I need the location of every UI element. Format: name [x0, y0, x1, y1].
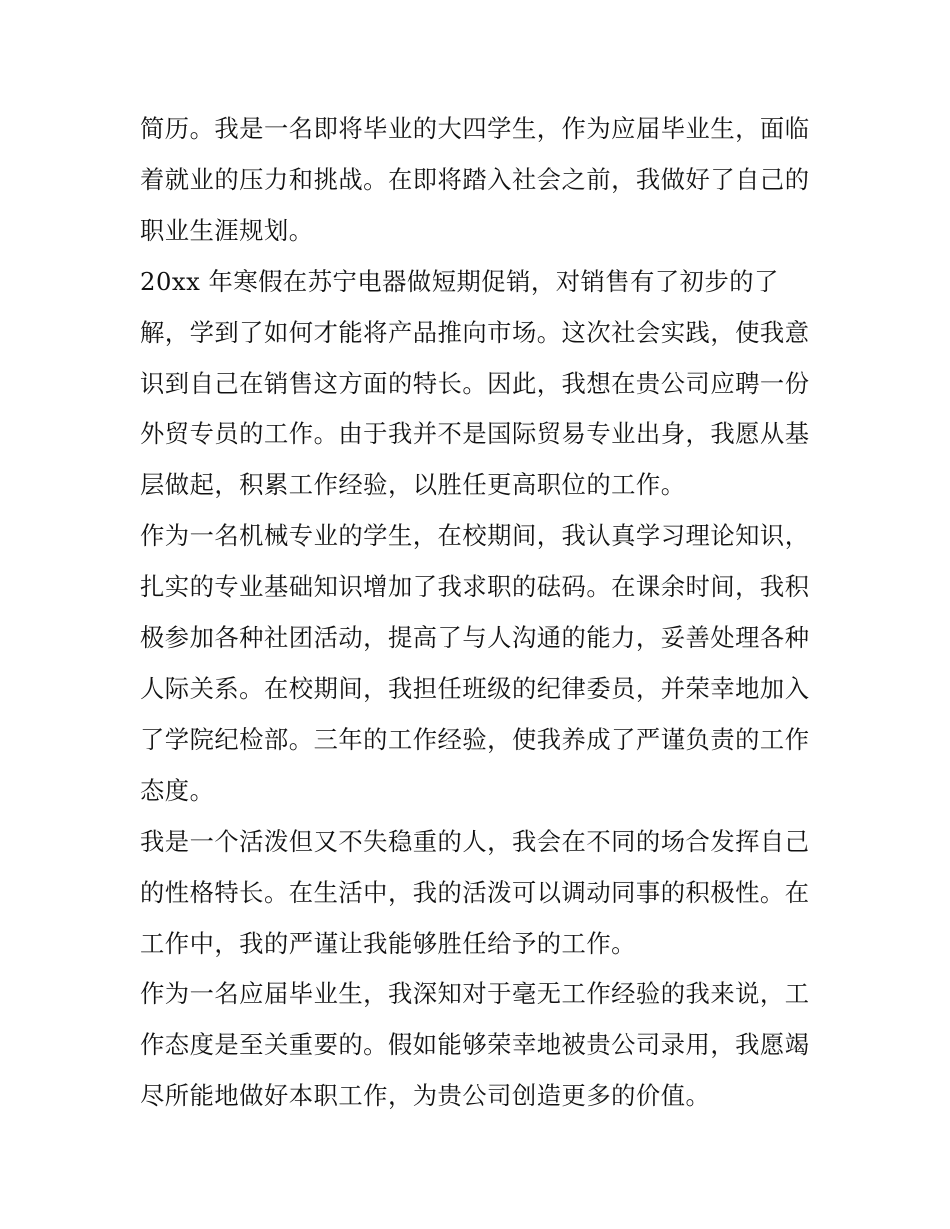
text-line: 解，学到了如何才能将产品推向市场。这次社会实践，使我意 — [140, 317, 810, 347]
paragraph-5 — [140, 969, 812, 1122]
document-body — [140, 104, 812, 1122]
text-line: 作为一名应届毕业生，我深知对于毫无工作经验的我来说，工 — [140, 979, 810, 1009]
text-line: 扎实的专业基础知识增加了我求职的砝码。在课余时间，我积 — [140, 572, 810, 602]
text-line: 态度。 — [140, 775, 215, 805]
paragraph-1 — [140, 104, 812, 257]
text-line: 着就业的压力和挑战。在即将踏入社会之前，我做好了自己的 — [140, 164, 810, 194]
text-line: 我是一个活泼但又不失稳重的人，我会在不同的场合发挥自己 — [140, 826, 810, 856]
text-line: 作为一名机械专业的学生，在校期间，我认真学习理论知识， — [140, 521, 810, 551]
text-line: 作态度是至关重要的。假如能够荣幸地被贵公司录用，我愿竭 — [140, 1030, 810, 1060]
text-line: 人际关系。在校期间，我担任班级的纪律委员，并荣幸地加入 — [140, 673, 810, 703]
text-line: 极参加各种社团活动，提高了与人沟通的能力，妥善处理各种 — [140, 623, 810, 653]
text-line: 识到自己在销售这方面的特长。因此，我想在贵公司应聘一份 — [140, 368, 810, 398]
paragraph-3 — [140, 511, 812, 816]
text-line: 工作中，我的严谨让我能够胜任给予的工作。 — [140, 928, 636, 958]
text-line: 简历。我是一名即将毕业的大四学生，作为应届毕业生，面临 — [140, 114, 810, 143]
text-line: 20xx 年寒假在苏宁电器做短期促销，对销售有了初步的了 — [140, 266, 779, 296]
text-line: 的性格特长。在生活中，我的活泼可以调动同事的积极性。在 — [140, 877, 810, 907]
paragraph-2 — [140, 257, 812, 512]
text-line: 尽所能地做好本职工作，为贵公司创造更多的价值。 — [140, 1081, 711, 1111]
paragraph-4 — [140, 817, 812, 970]
text-line: 外贸专员的工作。由于我并不是国际贸易专业出身，我愿从基 — [140, 419, 810, 449]
text-line: 了学院纪检部。三年的工作经验，使我养成了严谨负责的工作 — [140, 724, 810, 754]
text-line: 层做起，积累工作经验，以胜任更高职位的工作。 — [140, 470, 686, 500]
text-line: 职业生涯规划。 — [140, 215, 314, 245]
